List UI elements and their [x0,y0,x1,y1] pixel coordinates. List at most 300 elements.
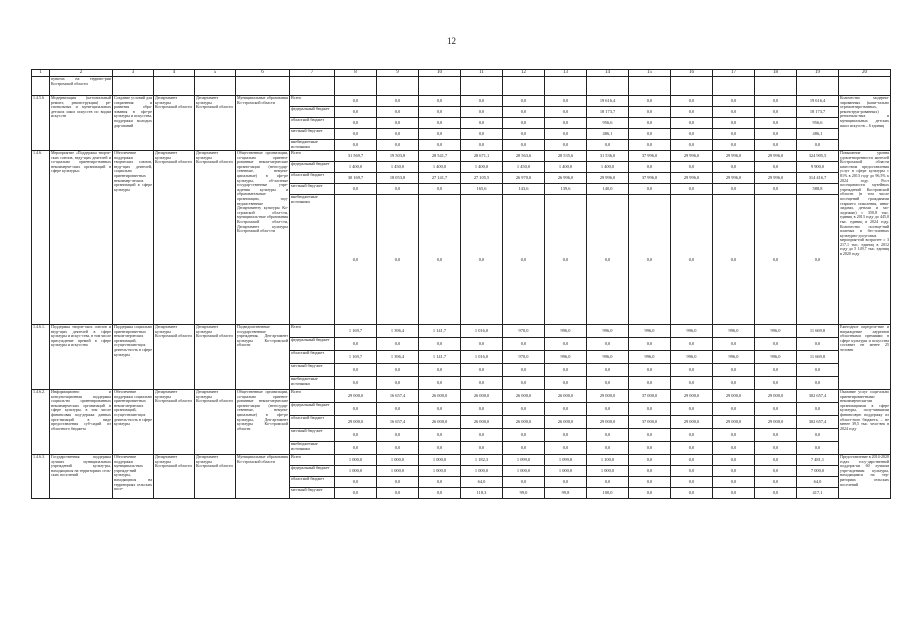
expected-result: Количество модерни-зированных (капи-тально отремонтиро-ванных, реконструи-рованных) региональ-ных и муниципальных детских школ искусств – 6 единиц [839,96,891,151]
cell-empty [545,77,587,96]
amount-cell-col-15: 0,0 [629,107,671,118]
amount-cell-col-16: 996,0 [671,325,713,338]
amount-cell-col-18: 0,0 [755,466,797,477]
amount-cell-col-10: 0,0 [419,140,461,151]
amount-cell-col-17: 0,0 [713,118,755,129]
cell-empty [503,77,545,96]
funding-source: федеральный бюджет [290,338,335,351]
column-number-5: 5 [195,70,236,77]
co-executor: Департамент культуры Костромской области [195,325,236,390]
amount-cell-col-12: 28 563,6 [503,151,545,162]
amount-cell-col-8: 1 400,0 [335,162,377,173]
amount-cell-col-14: 29 000,0 [587,390,629,403]
amount-cell-col-18: 0,0 [755,477,797,488]
amount-cell-col-19: 7 481,1 [797,455,839,466]
amount-cell-col-10: 0,0 [419,129,461,140]
amount-cell-col-12: 0,0 [503,429,545,442]
amount-cell-col-18: 29 996,0 [755,151,797,162]
amount-cell-col-16: 0,0 [671,140,713,151]
amount-cell-col-8: 0,0 [335,338,377,351]
column-number-11: 11 [461,70,503,77]
amount-cell-col-16: 0,0 [671,338,713,351]
amount-cell-col-8: 1 169,7 [335,351,377,364]
amount-cell-col-8: 0,0 [335,129,377,140]
responsible-executor: Департамент культуры Костромской области [154,390,195,455]
amount-cell-col-11: 0,0 [461,140,503,151]
amount-cell-col-19: 0,0 [797,338,839,351]
amount-cell-col-15: 0,0 [629,403,671,416]
amount-cell-col-18: 0,0 [755,364,797,377]
co-executor: Департамент культуры Костромской области [195,390,236,455]
amount-cell-col-8: 0,0 [335,140,377,151]
amount-cell-col-15: 0,0 [629,140,671,151]
amount-cell-col-8: 0,0 [335,477,377,488]
responsible-executor: Департамент культуры Костромской области [154,96,195,151]
funding-source: внебюджетные источники [290,195,335,325]
amount-cell-col-8: 29 000,0 [335,390,377,403]
amount-cell-col-13: 0,0 [545,403,587,416]
funding-source: областной бюджет [290,173,335,184]
amount-cell-col-17: 0,0 [713,107,755,118]
amount-cell-col-19: 18 173,7 [797,107,839,118]
column-number-15: 15 [629,70,671,77]
amount-cell-col-10: 0,0 [419,488,461,499]
amount-cell-col-8: 0,0 [335,429,377,442]
column-number-2: 2 [50,70,113,77]
amount-cell-col-13: 0,0 [545,442,587,455]
amount-cell-col-18: 996,0 [755,351,797,364]
amount-cell-col-10: 27 141,7 [419,173,461,184]
amount-cell-col-13: 0,0 [545,364,587,377]
funding-source: областной бюджет [290,118,335,129]
amount-cell-col-14: 0,0 [587,429,629,442]
amount-cell-col-10: 1 141,7 [419,351,461,364]
funding-source: Всего [290,390,335,403]
amount-cell-col-16: 0,0 [671,455,713,466]
amount-cell-col-10: 26 000,0 [419,390,461,403]
amount-cell-col-9: 16 657,4 [377,390,419,403]
column-number-8: 8 [335,70,377,77]
funding-source: местный бюд-жет [290,488,335,499]
funding-source: местный бюд-жет [290,129,335,140]
amount-cell-col-15: 0,0 [629,184,671,195]
amount-cell-col-9: 0,0 [377,429,419,442]
amount-cell-col-13: 99,8 [545,488,587,499]
amount-cell-col-13: 1 099,8 [545,455,587,466]
cell-empty [290,77,335,96]
amount-cell-col-14: 31 536,0 [587,151,629,162]
amount-cell-col-19: 0,0 [797,429,839,442]
funding-source: Всего [290,455,335,466]
cell-empty [377,77,419,96]
amount-cell-col-16: 0,0 [671,488,713,499]
amount-cell-col-9: 0,0 [377,96,419,107]
amount-cell-col-9: 1 000,0 [377,455,419,466]
amount-cell-col-18: 0,0 [755,184,797,195]
amount-cell-col-14: 29 000,0 [587,416,629,429]
measure-title: Мероприятие «Поддержка творче-ских союзов, веду-щих деятелей и со-циально ориентиро-ванных некоммерче-ских организаций в сфере культуры» [50,151,113,325]
amount-cell-col-19: 0,0 [797,195,839,325]
amount-cell-col-19: 7 000,0 [797,466,839,477]
amount-cell-col-18: 0,0 [755,162,797,173]
amount-cell-col-12: 26 000,0 [503,416,545,429]
amount-cell-col-14: 996,0 [587,351,629,364]
amount-cell-col-19: 11 669,8 [797,325,839,338]
responsible-executor: Департамент культуры Костромской области [154,455,195,499]
amount-cell-col-8: 1 169,7 [335,325,377,338]
amount-cell-col-8: 0,0 [335,184,377,195]
amount-cell-col-16: 0,0 [671,195,713,325]
amount-cell-col-12: 0,0 [503,96,545,107]
amount-cell-col-12: 143,6 [503,184,545,195]
measure-title: Информационно и консультационная поддержка социаль-но ориентированных некоммерческих организаций в сфере культуры, в том числе финансовая под-держка данных орга-низаций в виде предоставления суб-сидий из областного бюджета [50,390,113,455]
measure-goal: Поддержка социально ориентирован-ных неком-мерческих организаций, осуществляю-щих деятель-ность в сфере культуры [113,325,154,390]
amount-cell-col-12: 99,0 [503,488,545,499]
amount-cell-col-12: 0,0 [503,377,545,390]
participants: Общественные организации, со-циально ориенти-рованные неком-мерческие органи-зации (негосудар-ственные, немуни-ципальные) в сфе-ре культуры, об-ластные государ-ственные учре-ждения культуры и образовательные организации, под-ведомственные Департаменту культуры Ко-стромской обла-сти, муниципаль-ные образования Костромской обла-сти, Департамент культуры Костромской обла-сти [236,151,290,325]
amount-cell-col-16: 0,0 [671,129,713,140]
measure-goal: Обеспечение поддержки творческих союзов, веду-щих деятелей, социально ориентирован-ных некоммер-ческих организаций в сфере культуры [113,151,154,325]
amount-cell-col-10: 1 000,0 [419,466,461,477]
amount-cell-col-15: 0,0 [629,377,671,390]
amount-cell-col-19: 486,1 [797,129,839,140]
amount-cell-col-19: 302 657,4 [797,390,839,403]
amount-cell-col-10: 0,0 [419,96,461,107]
amount-cell-col-16: 0,0 [671,477,713,488]
funding-source: федеральный бюджет [290,403,335,416]
amount-cell-col-14: 0,0 [587,338,629,351]
amount-cell-col-11: 0,0 [461,338,503,351]
cell-empty [797,77,839,96]
amount-cell-col-16: 0,0 [671,466,713,477]
amount-cell-col-17: 996,0 [713,325,755,338]
amount-cell-col-17: 0,0 [713,455,755,466]
amount-cell-col-15: 0,0 [629,338,671,351]
column-number-16: 16 [671,70,713,77]
amount-cell-col-12: 0,0 [503,364,545,377]
funding-source: федеральный бюджет [290,107,335,118]
amount-cell-col-15: 37 000,0 [629,416,671,429]
amount-cell-col-13: 0,0 [545,118,587,129]
amount-cell-col-15: 0,0 [629,442,671,455]
measure-title: Модернизация (ка-питальный ремонт, реконструкция) ре-гиональных и муни-ципальных детских школ искусств по видам искусств [50,96,113,151]
amount-cell-col-12: 970,0 [503,325,545,338]
amount-cell-col-14: 996,0 [587,325,629,338]
amount-cell-col-17: 0,0 [713,140,755,151]
amount-cell-col-11: 0,0 [461,364,503,377]
amount-cell-col-15: 996,0 [629,351,671,364]
funding-source: федеральный бюджет [290,466,335,477]
amount-cell-col-12: 1 000,0 [503,466,545,477]
amount-cell-col-13: 0,0 [545,107,587,118]
column-number-1: 1 [32,70,50,77]
column-number-18: 18 [755,70,797,77]
amount-cell-col-14: 140,0 [587,184,629,195]
amount-cell-col-18: 0,0 [755,455,797,466]
amount-cell-col-18: 29 000,0 [755,390,797,403]
funding-source: областной бюджет [290,416,335,429]
column-number-12: 12 [503,70,545,77]
amount-cell-col-11: 0,0 [461,107,503,118]
funding-source: внебюджетные источники [290,140,335,151]
amount-cell-col-17: 0,0 [713,403,755,416]
cell-empty [629,77,671,96]
amount-cell-col-13: 26 000,0 [545,416,587,429]
amount-cell-col-16: 29 996,0 [671,173,713,184]
amount-cell-col-14: 0,0 [587,403,629,416]
amount-cell-col-11: 28 671,1 [461,151,503,162]
amount-cell-col-17: 0,0 [713,477,755,488]
amount-cell-col-10: 0,0 [419,442,461,455]
amount-cell-col-17: 0,0 [713,195,755,325]
amount-cell-col-11: 1 182,3 [461,455,503,466]
amount-cell-col-10: 0,0 [419,364,461,377]
amount-cell-col-15: 0,0 [629,195,671,325]
amount-cell-col-15: 0,0 [629,488,671,499]
expected-result: Повышение уровня удовлетворенности жителей Костромской области качеством предоставления услуг в сфере культуры с 81% в 2013 году до 96,5% к 2024 году. Рост посещаемости музейных учреждений Костромской области (в том числе посещений гражданами старшего поколения, инва-лидами, детьми и мо-лодежью) с 350,8 тыс. единиц в 2013 году до 445,0 тыс. единиц в 2024 году. Количество посеще-ний платных и бес-платных культурно-досуговых мероприя-тий возрастет с 3 217,1 тыс. единиц в 2012 году до 5 149,7 тыс. единиц в 2020 году [839,151,891,325]
amount-cell-col-15: 37 996,0 [629,151,671,162]
cell-empty [671,77,713,96]
amount-cell-col-9: 0,0 [377,488,419,499]
cell-empty [419,77,461,96]
amount-cell-col-19: 324 905,5 [797,151,839,162]
amount-cell-col-13: 28 535,6 [545,151,587,162]
amount-cell-col-16: 996,0 [671,351,713,364]
amount-cell-col-13: 0,0 [545,129,587,140]
amount-cell-col-16: 0,0 [671,107,713,118]
table-row [32,96,891,107]
amount-cell-col-19: 0,0 [797,442,839,455]
responsible-executor: Департамент культуры Костромской области [154,151,195,325]
amount-cell-col-19: 0,0 [797,140,839,151]
amount-cell-col-19: 11 669,8 [797,351,839,364]
amount-cell-col-18: 0,0 [755,429,797,442]
measure-number: 1.4.6.2. [32,390,50,455]
table-row [32,151,891,162]
amount-cell-col-9: 0,0 [377,140,419,151]
amount-cell-col-8: 31 569,7 [335,151,377,162]
amount-cell-col-17: 29 000,0 [713,390,755,403]
amount-cell-col-10: 0,0 [419,403,461,416]
amount-cell-col-16: 29 996,0 [671,151,713,162]
amount-cell-col-18: 0,0 [755,338,797,351]
continuation-row [32,77,891,96]
amount-cell-col-12: 0,0 [503,477,545,488]
amount-cell-col-10: 28 541,7 [419,151,461,162]
amount-cell-col-15: 37 996,0 [629,173,671,184]
amount-cell-col-19: 0,0 [797,377,839,390]
amount-cell-col-11: 27 105,5 [461,173,503,184]
amount-cell-col-11: 64,0 [461,477,503,488]
amount-cell-col-13: 0,0 [545,377,587,390]
amount-cell-col-13: 996,0 [545,351,587,364]
measure-number: 1.4.5.6 [32,96,50,151]
column-number-19: 19 [797,70,839,77]
amount-cell-col-12: 0,0 [503,195,545,325]
amount-cell-col-15: 0,0 [629,129,671,140]
amount-cell-col-19: 956,6 [797,118,839,129]
amount-cell-col-19: 417,1 [797,488,839,499]
funding-source: федеральный бюджет [290,162,335,173]
amount-cell-col-9: 0,0 [377,442,419,455]
amount-cell-col-11: 1 016,0 [461,351,503,364]
amount-cell-col-17: 0,0 [713,184,755,195]
column-number-14: 14 [587,70,629,77]
amount-cell-col-11: 0,0 [461,403,503,416]
amount-cell-col-14: 0,0 [587,477,629,488]
amount-cell-col-16: 0,0 [671,184,713,195]
amount-cell-col-15: 0,0 [629,466,671,477]
amount-cell-col-11: 165,6 [461,184,503,195]
amount-cell-col-15: 0,0 [629,477,671,488]
amount-cell-col-10: 0,0 [419,429,461,442]
amount-cell-col-16: 29 000,0 [671,390,713,403]
page-number: 12 [447,36,456,46]
amount-cell-col-17: 29 996,0 [713,151,755,162]
funding-source: местный бюд-жет [290,184,335,195]
column-number-13: 13 [545,70,587,77]
amount-cell-col-9: 18 053,8 [377,173,419,184]
funding-source: областной бюджет [290,351,335,364]
amount-cell-col-17: 996,0 [713,351,755,364]
amount-cell-col-18: 0,0 [755,107,797,118]
amount-cell-col-10: 0,0 [419,195,461,325]
amount-cell-col-9: 0,0 [377,403,419,416]
amount-cell-col-9: 0,0 [377,184,419,195]
amount-cell-col-9: 0,0 [377,195,419,325]
amount-cell-col-10: 0,0 [419,118,461,129]
amount-cell-col-15: 0,0 [629,96,671,107]
amount-cell-col-11: 0,0 [461,118,503,129]
amount-cell-col-14: 18 173,7 [587,107,629,118]
amount-cell-col-10: 0,0 [419,377,461,390]
amount-cell-col-8: 0,0 [335,107,377,118]
amount-cell-col-8: 29 000,0 [335,416,377,429]
amount-cell-col-17: 0,0 [713,162,755,173]
co-executor: Департамент культуры Костромской области [195,96,236,151]
amount-cell-col-18: 0,0 [755,403,797,416]
amount-cell-col-8: 1 000,0 [335,455,377,466]
amount-cell-col-14: 0,0 [587,377,629,390]
funding-source: Всего [290,325,335,338]
measure-title: Государственная поддержка лучших муниципальных учреждений культу-ры, находящихся на территориях сель-ских поселений [50,455,113,499]
amount-cell-col-12: 0,0 [503,442,545,455]
amount-cell-col-13: 0,0 [545,429,587,442]
cell-empty [755,77,797,96]
amount-cell-col-17: 0,0 [713,338,755,351]
amount-cell-col-13: 139,6 [545,184,587,195]
co-executor: Департамент культуры Костромской области [195,151,236,325]
amount-cell-col-18: 0,0 [755,488,797,499]
table-row [32,390,891,403]
amount-cell-col-12: 26 000,0 [503,390,545,403]
cell-empty [713,77,755,96]
column-number-9: 9 [377,70,419,77]
participants: Подведомственные государственные учреждения, Деп-артамент культуры Ко-стромской области [236,325,290,390]
amount-cell-col-11: 1 000,0 [461,466,503,477]
amount-cell-col-18: 0,0 [755,118,797,129]
column-number-6: 6 [236,70,290,77]
cell-empty [195,77,236,96]
amount-cell-col-17: 0,0 [713,429,755,442]
amount-cell-col-16: 0,0 [671,96,713,107]
measure-goal: Обеспечение поддержки социально ориентирован-ных неком-мерческих организаций, осуществляю-щих деятель-ность в сфере культуры [113,390,154,455]
expected-result: Предоставление в 2014-2020 годах госу-дарственной поддерж-ки 60 лучшим учре-ждениям культуры, находящимся на тер-риториях сельских поселений [839,455,891,499]
cell-empty [839,77,891,96]
amount-cell-col-18: 0,0 [755,140,797,151]
measure-number: 1.4.6. [32,151,50,325]
table-body [32,70,891,499]
funding-source: внебюджетные источники [290,442,335,455]
amount-cell-col-10: 0,0 [419,338,461,351]
amount-cell-col-18: 0,0 [755,195,797,325]
amount-cell-col-10: 0,0 [419,184,461,195]
participants: Общественные организации, со-циально ориенти-рованные неком-мерческие органи-зации (негосудар-ственные, немуни-ципальные) в сфе-ре культуры, Деп-артамент культуры Ко-стромской области [236,390,290,455]
column-number-17: 17 [713,70,755,77]
amount-cell-col-14: 19 616,4 [587,96,629,107]
cell-empty [335,77,377,96]
funding-source: местный бюд-жет [290,364,335,377]
amount-cell-col-8: 0,0 [335,488,377,499]
amount-cell-col-12: 0,0 [503,107,545,118]
amount-cell-col-14: 1 000,0 [587,466,629,477]
amount-cell-col-14: 0,0 [587,140,629,151]
amount-cell-col-11: 1 016,0 [461,325,503,338]
amount-cell-col-11: 0,0 [461,129,503,140]
amount-cell-col-9: 0,0 [377,129,419,140]
amount-cell-col-13: 996,0 [545,325,587,338]
amount-cell-col-14: 0,0 [587,364,629,377]
program-table [31,69,891,499]
amount-cell-col-13: 1 400,0 [545,162,587,173]
amount-cell-col-9: 0,0 [377,477,419,488]
cell-empty [32,77,50,96]
table-row [32,325,891,338]
amount-cell-col-9: 0,0 [377,338,419,351]
amount-cell-col-19: 0,0 [797,364,839,377]
amount-cell-col-8: 0,0 [335,195,377,325]
amount-cell-col-14: 1 100,0 [587,455,629,466]
amount-cell-col-12: 26 970,0 [503,173,545,184]
amount-cell-col-11: 0,0 [461,377,503,390]
amount-cell-col-13: 0,0 [545,140,587,151]
amount-cell-col-14: 956,6 [587,118,629,129]
amount-cell-col-9: 1 000,0 [377,466,419,477]
amount-cell-col-9: 16 657,4 [377,416,419,429]
responsible-executor: Департамент культуры Костромской области [154,325,195,390]
amount-cell-col-16: 0,0 [671,403,713,416]
amount-cell-col-18: 29 996,0 [755,173,797,184]
cell-empty [113,77,154,96]
amount-cell-col-17: 29 996,0 [713,173,755,184]
column-number-10: 10 [419,70,461,77]
amount-cell-col-9: 19 503,8 [377,151,419,162]
cell-empty [587,77,629,96]
participants: Муниципальные образования Ко-стромской области [236,455,290,499]
cell-empty [154,77,195,96]
amount-cell-col-15: 0,0 [629,162,671,173]
amount-cell-col-19: 302 657,4 [797,416,839,429]
funding-source: местный бюд-жет [290,429,335,442]
amount-cell-col-14: 100,0 [587,488,629,499]
column-number-7: 7 [290,70,335,77]
amount-cell-col-8: 1 000,0 [335,466,377,477]
amount-cell-col-19: 588,8 [797,184,839,195]
amount-cell-col-17: 0,0 [713,488,755,499]
amount-cell-col-12: 0,0 [503,403,545,416]
cell-empty [236,77,290,96]
amount-cell-col-14: 0,0 [587,195,629,325]
